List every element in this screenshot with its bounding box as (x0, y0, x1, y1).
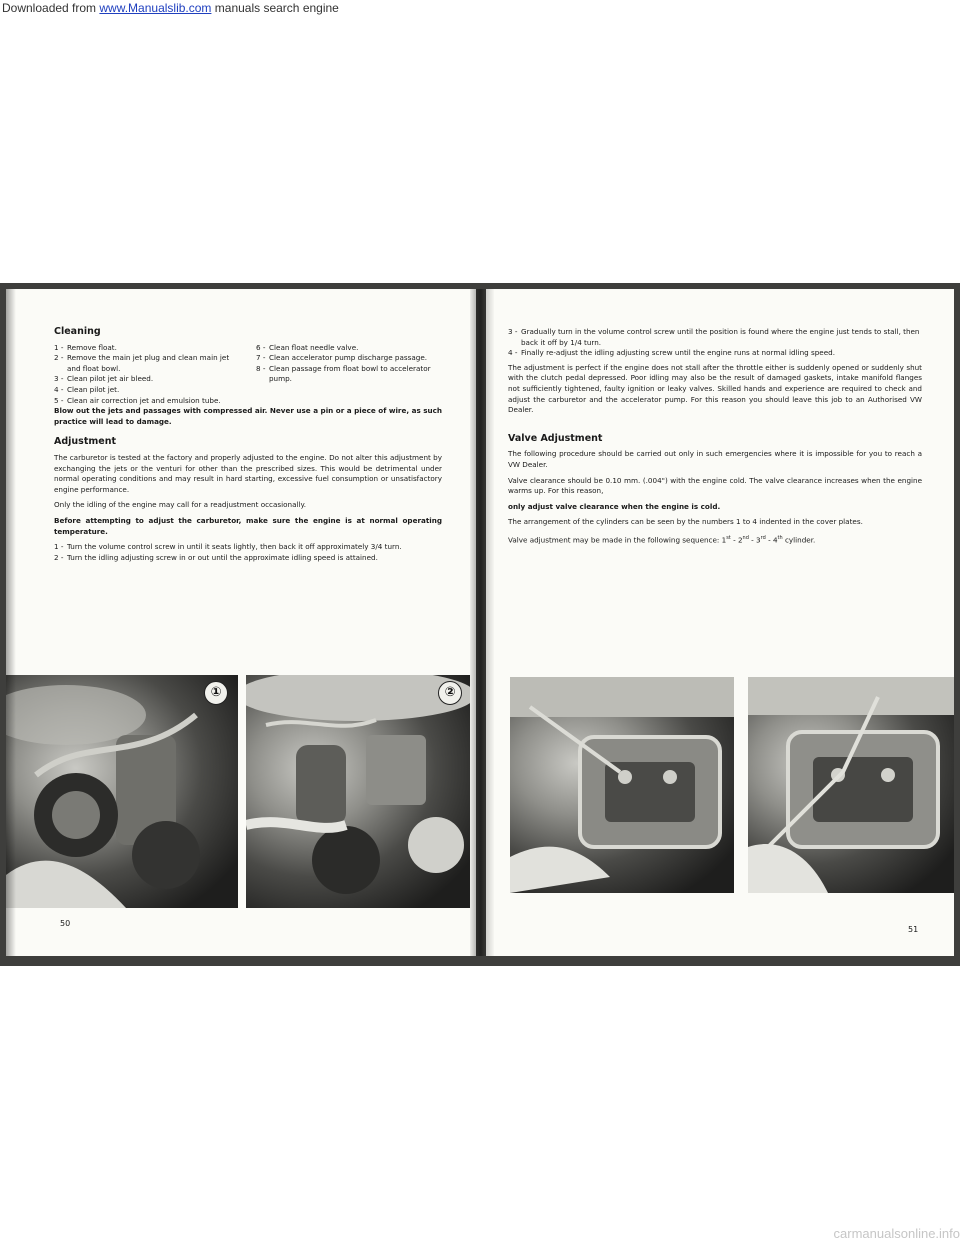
book-spine-shadow (470, 289, 494, 956)
item-number: 5 - (54, 395, 64, 405)
left-page-edge-shadow (6, 289, 16, 956)
engine-photo-1 (6, 675, 238, 908)
item-text: Clean pilot jet. (67, 384, 120, 394)
cleaning-list-col-b (256, 343, 442, 407)
item-text: Clean pilot jet air bleed. (67, 374, 154, 384)
sup-4: th (777, 534, 783, 541)
valve-photo-2 (748, 677, 954, 893)
valve-para-1: The following procedure should be carried out only in such emergencies where it is impossible for you to reach a VW Dealer. (508, 449, 922, 469)
fraction: 3/4 (370, 542, 383, 552)
engine-photo-1-art (6, 675, 238, 908)
valve-sequence (508, 533, 922, 546)
manualslib-link[interactable]: www.Manualslib.com (99, 1, 212, 15)
item-number: 8 - (256, 363, 266, 373)
item-text: Finally re-adjust the idling adjusting screw until the engine runs at normal idling speed. (521, 348, 835, 358)
item-number: 3 - (54, 374, 64, 384)
valve-bold-note: only adjust valve clearance when the engine is cold. (508, 501, 721, 511)
step-number: 1 - (54, 542, 64, 552)
idle-check-para: The adjustment is perfect if the engine does not stall after the throttle either is suddenly opened or suddenly shut with the clutch pedal depressed. Poor idling may also be the result of damaged gaskets, intake manifold flanges not sufficiently tightened, faulty ignition or leaky valves. Skilled hands and experience are required to check and adjust the carburetor and the accelerator pump. For this reason you should leave this job to an Authorised VW Dealer. (508, 362, 922, 415)
item-number: 3 - (508, 327, 518, 336)
seq-text: - 3 (748, 535, 761, 545)
adjustment-para-1: The carburetor is tested at the factory and properly adjusted to the engine. Do not alter this adjustment by exchanging the jets or the venturi for other than the prescribed sizes. This would be detrimental under normal operating conditions and may result in hard starting, excessive fuel consumption or unsatisfactory engine performance. (54, 452, 442, 494)
valve-photo-1-art (510, 677, 734, 893)
step-number: 2 - (54, 552, 64, 562)
seq-text: - 2 (730, 535, 743, 545)
adjust-step-1 (54, 542, 442, 553)
cleaning-item (256, 353, 442, 364)
step-text: Turn the idling adjusting screw in or out until the approximate idling speed is attained. (67, 552, 378, 562)
step-text-end: turn. (382, 542, 402, 552)
item-text: Clean float needle valve. (269, 342, 359, 352)
cleaning-item (54, 353, 240, 374)
valve-heading: Valve Adjustment (508, 432, 603, 444)
cleaning-item (54, 374, 240, 385)
sup-3: rd (760, 534, 766, 541)
engine-photo-2 (246, 675, 470, 908)
page-51 (486, 289, 954, 956)
engine-photo-2-art (246, 675, 470, 908)
item-number: 2 - (54, 353, 64, 363)
adjustment-para-2: Only the idling of the engine may call for a readjustment occasionally. (54, 500, 307, 510)
page-number-left: 50 (60, 919, 71, 928)
cleaning-item (256, 343, 442, 354)
item-text: Gradually turn in the volume control screw until the position is found where the engine just tends to stall, then back it off by 1/4 turn. (521, 327, 920, 347)
banner-suffix: manuals search engine (211, 1, 339, 15)
page-number-right: 51 (908, 925, 919, 934)
callout-2: ② (438, 681, 462, 705)
item-number: 6 - (256, 342, 266, 352)
adjust-step-2 (54, 553, 442, 564)
adjustment-warning: Before attempting to adjust the carburetor, make sure the engine is at normal operating temperature. (54, 515, 442, 536)
cleaning-heading: Cleaning (54, 326, 101, 337)
left-text-column (54, 327, 442, 563)
item-number: 4 - (54, 384, 64, 394)
valve-para-2: Valve clearance should be 0.10 mm. (.004") with the engine cold. The valve clearance increases when the engine warms up. For this reason, (508, 475, 922, 496)
cleaning-list (54, 343, 442, 407)
cleaning-note: Blow out the jets and passages with compressed air. Never use a pin or a piece of wire, as such practice will lead to damage. (54, 406, 442, 426)
cleaning-item (54, 396, 240, 407)
adjust-step (508, 327, 922, 348)
cleaning-list-col-a (54, 343, 240, 407)
cleaning-item (54, 385, 240, 396)
valve-photo-2-art (748, 677, 954, 893)
adjustment-heading: Adjustment (54, 436, 117, 448)
seq-text: - 4 (765, 535, 778, 545)
adjust-steps-continued (508, 327, 922, 359)
item-number: 4 - (508, 348, 518, 358)
item-text: Remove float. (67, 342, 117, 352)
valve-photo-1 (510, 677, 734, 893)
item-text: Clean accelerator pump discharge passage. (269, 353, 428, 363)
download-banner (0, 0, 960, 16)
item-number: 7 - (256, 353, 266, 363)
item-text: Clean air correction jet and emulsion tube. (67, 395, 221, 405)
item-number: 1 - (54, 342, 64, 352)
seq-text: cylinder. (782, 535, 816, 545)
item-text: Remove the main jet plug and clean main jet and float bowl. (67, 353, 230, 373)
valve-para-3: The arrangement of the cylinders can be seen by the numbers 1 to 4 indented in the cover plates. (508, 517, 863, 527)
site-watermark: carmanualsonline.info (833, 1226, 960, 1241)
banner-prefix: Downloaded from (2, 1, 100, 15)
item-text: Clean passage from float bowl to accelerator pump. (269, 363, 431, 384)
cleaning-item (54, 343, 240, 354)
seq-text: Valve adjustment may be made in the following sequence: 1 (508, 535, 727, 545)
page-50 (6, 289, 476, 956)
step-text: Turn the volume control screw in until it seats lightly, then back it off approximately (67, 542, 371, 552)
sup-1: st (726, 534, 731, 541)
right-text-column (508, 327, 922, 551)
callout-1: ① (204, 681, 228, 705)
sup-2: nd (742, 534, 749, 541)
adjust-step (508, 348, 922, 359)
cleaning-item (256, 364, 442, 385)
